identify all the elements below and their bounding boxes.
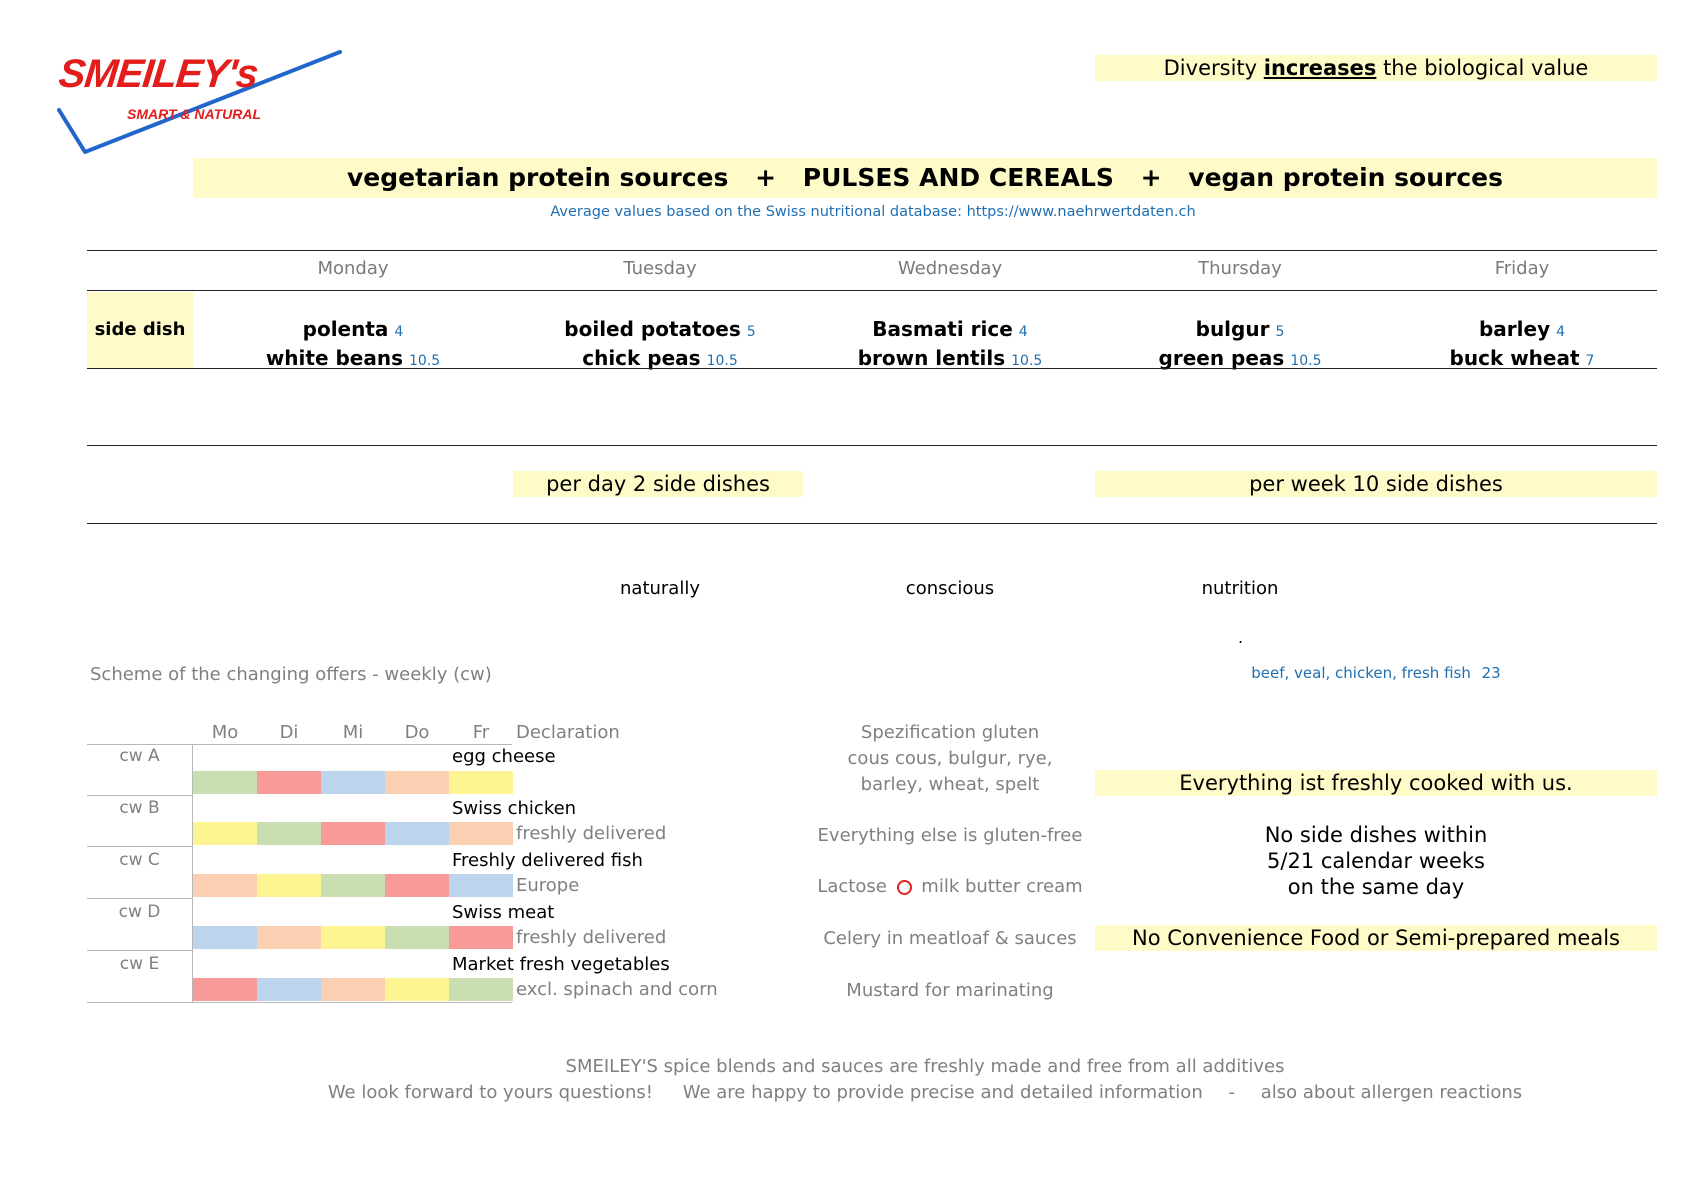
headline-right: vegan protein sources [1188, 163, 1504, 192]
week-b-declaration-note: freshly delivered [516, 823, 667, 844]
dish-thursday [1080, 316, 1400, 374]
slogan-after: the biological value [1383, 56, 1589, 80]
no-repeat-line: No side dishes within [1264, 823, 1488, 847]
protein-value: 10.5 [1290, 353, 1322, 369]
dish-item: Basmati rice [872, 317, 1013, 341]
week-e-declaration-note: excl. spinach and corn [516, 979, 718, 1000]
day-tuesday: Tuesday [623, 258, 697, 279]
source-note: Average values based on the Swiss nutritional database: https://www.naehrwertdaten.ch [550, 204, 1196, 220]
protein-value: 4 [394, 324, 404, 340]
week-label-a: cw A [119, 746, 160, 766]
week-label-c: cw C [119, 850, 160, 870]
week-label-d: cw D [118, 902, 161, 922]
dot-mark: . [1238, 628, 1244, 647]
week-a-declaration: egg cheese [452, 746, 556, 767]
protein-value: 7 [1585, 353, 1595, 369]
week-c-declaration: Freshly delivered fish [452, 850, 643, 871]
week-c-mi [321, 874, 385, 897]
logo-tagline: SMART & NATURAL [127, 106, 262, 122]
scheme-rowline [87, 795, 192, 796]
protein-value: 5 [1275, 324, 1285, 340]
spec-line-3: Everything else is gluten-free [817, 825, 1083, 846]
scheme-rowline [87, 744, 512, 745]
protein-value: 10.5 [409, 353, 441, 369]
week-e-do [385, 978, 449, 1001]
divider-top [87, 250, 1657, 251]
dish-item: buck wheat [1449, 346, 1580, 370]
footer-allergens: also about allergen reactions [1260, 1082, 1523, 1103]
scheme-day-di: Di [279, 722, 299, 743]
spec-celery: Celery in meatloaf & sauces [823, 928, 1077, 949]
dish-friday [1362, 316, 1682, 374]
scheme-day-mi: Mi [342, 722, 364, 743]
lactose-items: milk butter cream [921, 876, 1083, 897]
slogan-emphasis: increases [1263, 56, 1377, 80]
week-e-mo [193, 978, 257, 1001]
week-c-di [257, 874, 321, 897]
week-d-do [385, 926, 449, 949]
scheme-title: Scheme of the changing offers - weekly (cw) [90, 664, 492, 685]
no-repeat-line: 5/21 calendar weeks [1267, 849, 1485, 873]
week-d-mi [321, 926, 385, 949]
protein-value: 5 [746, 324, 756, 340]
scheme-rowline [87, 1002, 512, 1003]
motto-conscious: conscious [905, 578, 995, 599]
motto-nutrition: nutrition [1201, 578, 1279, 599]
protein-value: 4 [1556, 324, 1566, 340]
footer-line-1: SMEILEY'S spice blends and sauces are freshly made and free from all additives [565, 1056, 1285, 1077]
footer-dash: - [1228, 1082, 1235, 1103]
spec-line-2: barley, wheat, spelt [860, 774, 1040, 795]
dish-item: polenta [302, 317, 389, 341]
protein-value: 10.5 [706, 353, 738, 369]
spec-mustard: Mustard for marinating [846, 980, 1054, 1001]
week-a-fr [449, 771, 513, 794]
spec-lactose [790, 876, 1110, 897]
per-week-banner: per week 10 side dishes [1095, 471, 1657, 497]
week-e-di [257, 978, 321, 1001]
footer-questions: We look forward to yours questions! [327, 1082, 653, 1103]
dish-item: white beans [265, 346, 403, 370]
week-a-mi [321, 771, 385, 794]
dish-tuesday [500, 316, 820, 374]
per-day-banner: per day 2 side dishes [513, 471, 803, 497]
week-d-di [257, 926, 321, 949]
week-e-fr [449, 978, 513, 1001]
week-b-di [257, 822, 321, 845]
week-c-mo [193, 874, 257, 897]
dish-item: barley [1478, 317, 1551, 341]
headline-plus-1: + [755, 163, 777, 192]
no-convenience-banner: No Convenience Food or Semi-prepared meals [1095, 925, 1657, 951]
scheme-day-do: Do [404, 722, 430, 743]
week-d-mo [193, 926, 257, 949]
headline-plus-2: + [1140, 163, 1162, 192]
week-c-declaration-note: Europe [516, 875, 580, 896]
logo-brand: SMEILEY's [56, 52, 260, 96]
day-monday: Monday [317, 258, 389, 279]
week-label-b: cw B [119, 798, 160, 818]
day-wednesday: Wednesday [897, 258, 1003, 279]
dish-item: bulgur [1195, 317, 1270, 341]
lactose-label: Lactose [817, 876, 887, 897]
slogan-before: Diversity [1163, 56, 1258, 80]
divider-mid-bottom [87, 523, 1657, 524]
motto-naturally: naturally [620, 578, 700, 599]
headline-banner [193, 158, 1657, 198]
scheme-rowline [87, 898, 192, 899]
day-thursday: Thursday [1198, 258, 1282, 279]
scheme-vertical-line [192, 744, 193, 1002]
dish-item: chick peas [582, 346, 701, 370]
day-friday: Friday [1494, 258, 1550, 279]
meat-note-value: 23 [1481, 664, 1501, 682]
meat-note-text: beef, veal, chicken, fresh fish [1251, 664, 1471, 682]
divider-days [87, 290, 1657, 291]
footer-line-2 [250, 1082, 1600, 1103]
week-b-mi [321, 822, 385, 845]
protein-value: 10.5 [1011, 353, 1043, 369]
week-c-do [385, 874, 449, 897]
side-dish-label: side dish [94, 319, 186, 340]
scheme-rowline [87, 950, 192, 951]
no-repeat-line: on the same day [1287, 875, 1465, 899]
divider-dishes [87, 368, 1657, 369]
meat-note [1095, 664, 1657, 682]
lactose-ring-icon [897, 880, 912, 895]
logo [55, 48, 345, 158]
week-c-fr [449, 874, 513, 897]
protein-value: 4 [1018, 324, 1028, 340]
week-d-declaration-note: freshly delivered [516, 927, 667, 948]
divider-mid-top [87, 445, 1657, 446]
spec-line-1: cous cous, bulgur, rye, [847, 748, 1053, 769]
scheme-day-mo: Mo [211, 722, 239, 743]
week-b-fr [449, 822, 513, 845]
fresh-banner: Everything ist freshly cooked with us. [1095, 770, 1657, 796]
week-a-di [257, 771, 321, 794]
scheme-rowline [87, 846, 192, 847]
slogan-banner [1095, 55, 1657, 81]
declaration-header: Declaration [516, 722, 620, 743]
headline-middle: PULSES AND CEREALS [802, 163, 1114, 192]
spec-title: Spezification gluten [860, 722, 1040, 743]
week-a-do [385, 771, 449, 794]
week-d-declaration: Swiss meat [452, 902, 555, 923]
week-b-mo [193, 822, 257, 845]
no-repeat-note [1095, 822, 1657, 900]
week-b-declaration: Swiss chicken [452, 798, 577, 819]
week-a-mo [193, 771, 257, 794]
dish-item: green peas [1158, 346, 1285, 370]
side-dish-label-cell [87, 292, 193, 368]
week-label-e: cw E [119, 954, 160, 974]
footer-info: We are happy to provide precise and detailed information [682, 1082, 1203, 1103]
scheme-day-fr: Fr [472, 722, 490, 743]
week-d-fr [449, 926, 513, 949]
dish-monday [193, 316, 513, 374]
week-e-mi [321, 978, 385, 1001]
week-e-declaration: Market fresh vegetables [452, 954, 670, 975]
dish-item: boiled potatoes [564, 317, 741, 341]
dish-item: brown lentils [857, 346, 1006, 370]
week-b-do [385, 822, 449, 845]
dish-wednesday [790, 316, 1110, 374]
headline-left: vegetarian protein sources [346, 163, 729, 192]
